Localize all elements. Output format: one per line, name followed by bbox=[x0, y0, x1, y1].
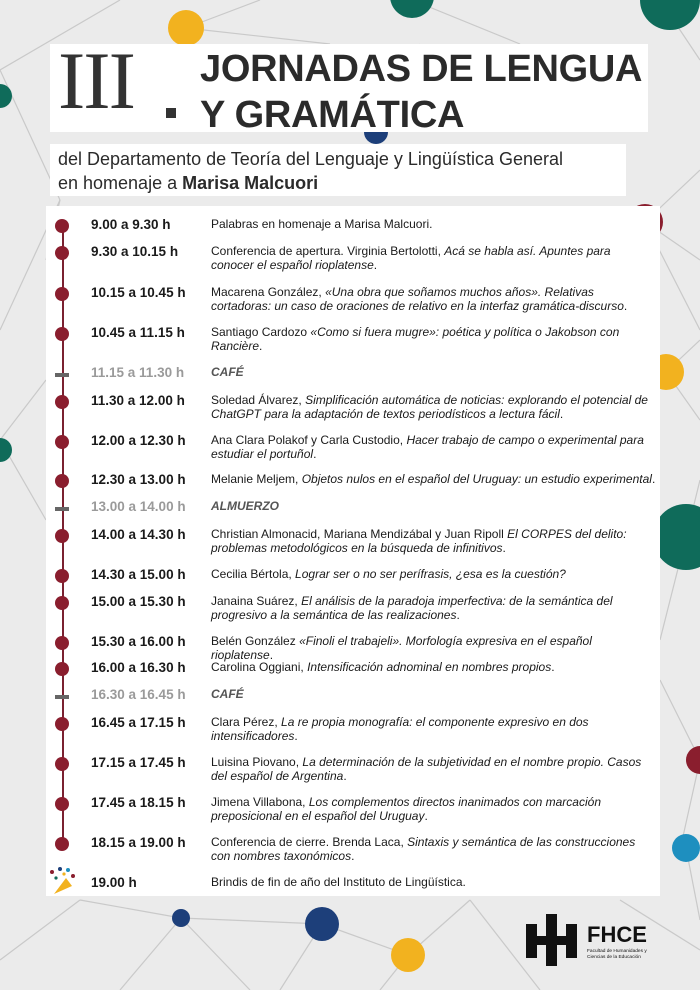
session-speaker: Conferencia de apertura. Virginia Bertolotti, bbox=[211, 244, 445, 258]
honoree-name: Marisa Malcuori bbox=[182, 173, 319, 193]
session-title-end: . bbox=[623, 299, 628, 313]
timeline-dot bbox=[55, 246, 69, 260]
session-title-end: . bbox=[351, 849, 355, 863]
session-title-end: . bbox=[373, 258, 378, 272]
session-title: Sintaxis y semántica de las construcciones con nombres taxonómicos bbox=[211, 835, 636, 863]
session-speaker: Janaina Suárez, bbox=[211, 594, 302, 608]
session-time: 12.30 a 13.00 h bbox=[91, 472, 186, 487]
session-title-end: . bbox=[294, 729, 298, 743]
session-title: Simplificación automática de noticias: explorando el potencial de ChatGPT para la adaptación de textos periodísticos a lectura fácil bbox=[211, 393, 648, 421]
timeline-dot bbox=[55, 757, 69, 771]
timeline-dot bbox=[55, 797, 69, 811]
timeline-dot bbox=[55, 435, 69, 449]
subtitle-homage-prefix: en homenaje a bbox=[58, 173, 183, 193]
session-time: 10.15 a 10.45 h bbox=[91, 285, 186, 300]
session-title: Objetos nulos en el español del Uruguay: un estudio experimental bbox=[301, 472, 652, 486]
fhce-logo bbox=[524, 912, 664, 972]
timeline-dot bbox=[55, 596, 69, 610]
session-speaker: Carolina Oggiani, bbox=[211, 660, 308, 674]
session-time: 13.00 a 14.00 h bbox=[91, 499, 186, 514]
session-description bbox=[211, 285, 656, 313]
session-time: 17.15 a 17.45 h bbox=[91, 755, 186, 770]
session-description bbox=[211, 217, 656, 231]
subtitle-department: del Departamento de Teoría del Lenguaje y Lingüística General bbox=[58, 149, 564, 169]
session-title-end: . bbox=[269, 648, 274, 662]
event-title-line-1: JORNADAS DE LENGUA bbox=[200, 48, 643, 90]
session-speaker: Macarena González, bbox=[211, 285, 326, 299]
faculty-name: Facultad de Humanidades y Ciencias de la Educación bbox=[587, 949, 647, 960]
session-description bbox=[211, 472, 656, 486]
session-time: 12.00 a 12.30 h bbox=[91, 433, 186, 448]
timeline-dot bbox=[55, 717, 69, 731]
session-time: 16.30 a 16.45 h bbox=[91, 687, 186, 702]
session-title: «Una obra que soñamos muchos años». Relativas cortadoras: un caso de oraciones de relativo en la interfaz gramática-discurso bbox=[211, 285, 624, 313]
timeline-dot bbox=[55, 287, 69, 301]
session-title: Los complementos directos inanimados con marcación preposicional en el español del Uruguay bbox=[211, 795, 601, 823]
session-description bbox=[211, 365, 656, 379]
session-title-end: . bbox=[559, 407, 564, 421]
timeline-dot bbox=[55, 662, 69, 676]
session-speaker: CAFÉ bbox=[211, 365, 244, 379]
session-speaker: Jimena Villabona, bbox=[211, 795, 309, 809]
session-description bbox=[211, 835, 656, 863]
session-description bbox=[211, 393, 656, 421]
session-title: Hacer trabajo de campo o experimental para estudiar el portuñol bbox=[211, 433, 644, 461]
session-speaker: Conferencia de cierre. Brenda Laca, bbox=[211, 835, 408, 849]
session-time: 17.45 a 18.15 h bbox=[91, 795, 186, 810]
session-description bbox=[211, 660, 656, 674]
session-description bbox=[211, 634, 656, 662]
session-speaker: Clara Pérez, bbox=[211, 715, 282, 729]
session-title-end: . bbox=[259, 339, 263, 353]
session-description bbox=[211, 567, 656, 581]
session-speaker: Cecilia Bértola, bbox=[211, 567, 296, 581]
session-title-end: . bbox=[651, 472, 656, 486]
timeline-dot bbox=[55, 837, 69, 851]
session-description bbox=[211, 875, 656, 889]
timeline-dot bbox=[55, 529, 69, 543]
session-time: 11.30 a 12.00 h bbox=[91, 393, 185, 408]
event-title-line-2: Y GRAMÁTICA bbox=[200, 94, 465, 136]
session-speaker: Luisina Piovano, bbox=[211, 755, 303, 769]
fhce-logo-mark bbox=[524, 914, 580, 966]
timeline-break-dash bbox=[55, 373, 69, 377]
session-time: 15.00 a 15.30 h bbox=[91, 594, 186, 609]
edition-roman-numeral: III bbox=[58, 35, 134, 126]
session-title: La determinación de la subjetividad en el nombre propio. Casos del español de Argentina bbox=[211, 755, 642, 783]
session-title-end: . bbox=[502, 541, 506, 555]
session-time: 16.45 a 17.15 h bbox=[91, 715, 186, 730]
session-description bbox=[211, 795, 656, 823]
subtitle-homage bbox=[58, 172, 318, 194]
session-title: Lograr ser o no ser perífrasis, ¿esa es la cuestión? bbox=[295, 567, 566, 581]
session-description bbox=[211, 433, 656, 461]
session-speaker: Soledad Álvarez, bbox=[211, 393, 306, 407]
session-description bbox=[211, 244, 656, 272]
timeline-break-dash bbox=[55, 507, 69, 511]
session-time: 9.00 a 9.30 h bbox=[91, 217, 171, 232]
session-speaker: Palabras en homenaje a Marisa Malcuori. bbox=[211, 217, 433, 231]
session-title-end: . bbox=[551, 660, 555, 674]
session-title: Acá se habla así. Apuntes para conocer el español rioplatense bbox=[211, 244, 611, 272]
session-title: Intensificación adnominal en nombres propios bbox=[307, 660, 552, 674]
session-title-end: . bbox=[313, 447, 317, 461]
timeline-dot bbox=[55, 474, 69, 488]
session-description bbox=[211, 715, 656, 743]
timeline-dot bbox=[55, 569, 69, 583]
session-time: 11.15 a 11.30 h bbox=[91, 365, 185, 380]
session-speaker: CAFÉ bbox=[211, 687, 244, 701]
session-description bbox=[211, 499, 656, 513]
session-time: 14.30 a 15.00 h bbox=[91, 567, 186, 582]
session-description bbox=[211, 687, 656, 701]
session-title-end: . bbox=[424, 809, 428, 823]
session-speaker: Santiago Cardozo bbox=[211, 325, 311, 339]
session-time: 14.00 a 14.30 h bbox=[91, 527, 186, 542]
session-speaker: Melanie Meljem, bbox=[211, 472, 302, 486]
session-title: El análisis de la paradoja imperfectiva: de la semántica del progresivo a la semántica de las realizaciones bbox=[211, 594, 613, 622]
timeline-dot bbox=[55, 327, 69, 341]
session-speaker: Brindis de fin de año del Instituto de Lingüística. bbox=[211, 875, 466, 889]
session-title: El CORPES del delito: problemas metodológicos en la búsqueda de infinitivos bbox=[211, 527, 627, 555]
session-description bbox=[211, 755, 656, 783]
session-time: 19.00 h bbox=[91, 875, 137, 890]
session-description bbox=[211, 325, 656, 353]
session-time: 10.45 a 11.15 h bbox=[91, 325, 185, 340]
timeline-break-dash bbox=[55, 695, 69, 699]
party-popper-icon bbox=[48, 866, 76, 896]
session-time: 9.30 a 10.15 h bbox=[91, 244, 179, 259]
session-title: «Finoli el trabajeli». Morfología expresiva en el español rioplatense bbox=[211, 634, 592, 662]
session-time: 16.00 a 16.30 h bbox=[91, 660, 186, 675]
session-speaker: Christian Almonacid, Mariana Mendizábal y Juan Ripoll bbox=[211, 527, 508, 541]
session-title: La re propia monografía: el componente expresivo en dos intensificadores bbox=[211, 715, 589, 743]
timeline-dot bbox=[55, 636, 69, 650]
session-speaker: ALMUERZO bbox=[211, 499, 279, 513]
session-time: 15.30 a 16.00 h bbox=[91, 634, 186, 649]
roman-numeral-dot bbox=[160, 62, 180, 122]
session-time: 18.15 a 19.00 h bbox=[91, 835, 186, 850]
timeline-dot bbox=[55, 219, 69, 233]
timeline-dot bbox=[55, 395, 69, 409]
session-speaker: Ana Clara Polakof y Carla Custodio, bbox=[211, 433, 407, 447]
session-title-end: . bbox=[456, 608, 460, 622]
session-description bbox=[211, 527, 656, 555]
session-speaker: Belén González bbox=[211, 634, 300, 648]
session-title: «Como si fuera mugre»: poética y política o Jakobson con Rancière bbox=[211, 325, 620, 353]
session-title-end: . bbox=[343, 769, 347, 783]
session-description bbox=[211, 594, 656, 622]
fhce-logo-text: FHCE bbox=[587, 922, 647, 947]
